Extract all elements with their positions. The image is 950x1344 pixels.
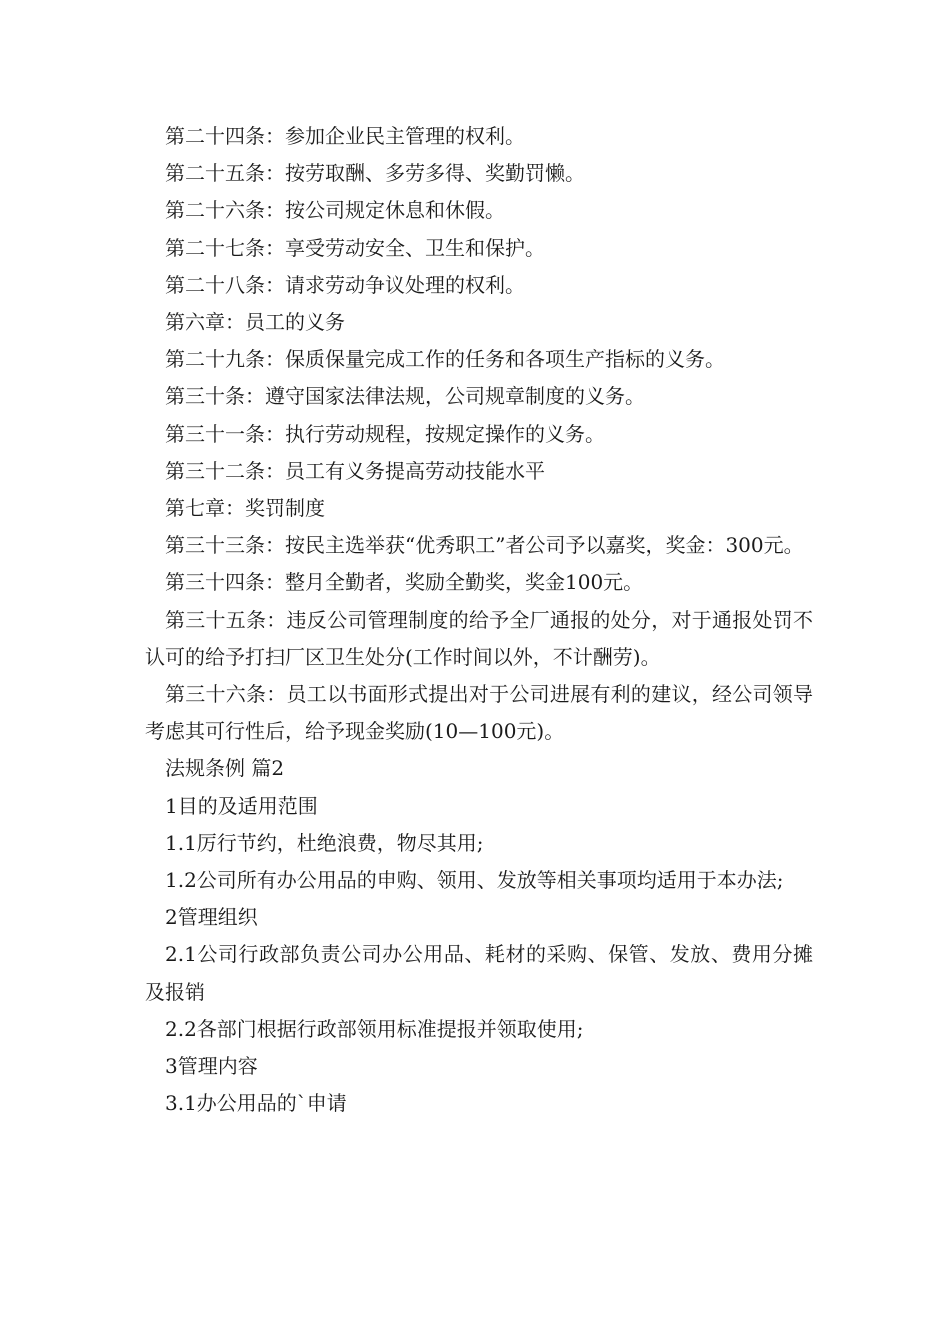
section-heading-part-2: 法规条例 篇2: [165, 756, 285, 781]
paragraph-article-24: 第二十四条：参加企业民主管理的权利。: [165, 124, 525, 148]
paragraph-article-27: 第二十七条：享受劳动安全、卫生和保护。: [165, 235, 545, 260]
paragraph-article-33: 第三十三条：按民主选举获“优秀职工”者公司予以嘉奖，奖金：300元。: [165, 533, 804, 558]
item-1-1: 1.1厉行节约，杜绝浪费，物尽其用;: [165, 830, 484, 855]
chapter-heading-7: 第七章：奖罚制度: [165, 496, 325, 521]
paragraph-article-30: 第三十条：遵守国家法律法规，公司规章制度的义务。: [165, 384, 645, 409]
section-2-heading: 2管理组织: [165, 905, 258, 930]
item-2-2: 2.2各部门根据行政部领用标准提报并领取使用;: [165, 1016, 584, 1041]
paragraph-article-26: 第二十六条：按公司规定休息和休假。: [165, 198, 505, 223]
paragraph-article-32: 第三十二条：员工有义务提高劳动技能水平: [165, 458, 545, 483]
document-body: [145, 118, 813, 1122]
paragraph-article-35: 第三十五条：违反公司管理制度的给予全厂通报的处分，对于通报处罚不认可的给予打扫厂区卫生处分(工作时间以外，不计酬劳)。: [145, 607, 813, 669]
section-3-heading: 3管理内容: [165, 1054, 258, 1079]
item-3-1: 3.1办公用品的`申请: [165, 1091, 347, 1116]
paragraph-article-31: 第三十一条：执行劳动规程，按规定操作的义务。: [165, 421, 605, 446]
paragraph-article-28: 第二十八条：请求劳动争议处理的权利。: [165, 272, 525, 297]
paragraph-article-29: 第二十九条：保质保量完成工作的任务和各项生产指标的义务。: [165, 347, 725, 372]
chapter-heading-6: 第六章：员工的义务: [165, 310, 345, 335]
item-2-1: 2.1公司行政部负责公司办公用品、耗材的采购、保管、发放、费用分摊及报销: [145, 942, 813, 1004]
paragraph-article-36: 第三十六条：员工以书面形式提出对于公司进展有利的建议，经公司领导考虑其可行性后，给予现金奖励(10—100元)。: [145, 682, 813, 744]
paragraph-article-34: 第三十四条：整月全勤者，奖励全勤奖，奖金100元。: [165, 570, 644, 595]
item-1-2: 1.2公司所有办公用品的申购、领用、发放等相关事项均适用于本办法;: [165, 868, 784, 893]
paragraph-article-25: 第二十五条：按劳取酬、多劳多得、奖勤罚懒。: [165, 161, 585, 186]
section-1-heading: 1目的及适用范围: [165, 793, 318, 818]
